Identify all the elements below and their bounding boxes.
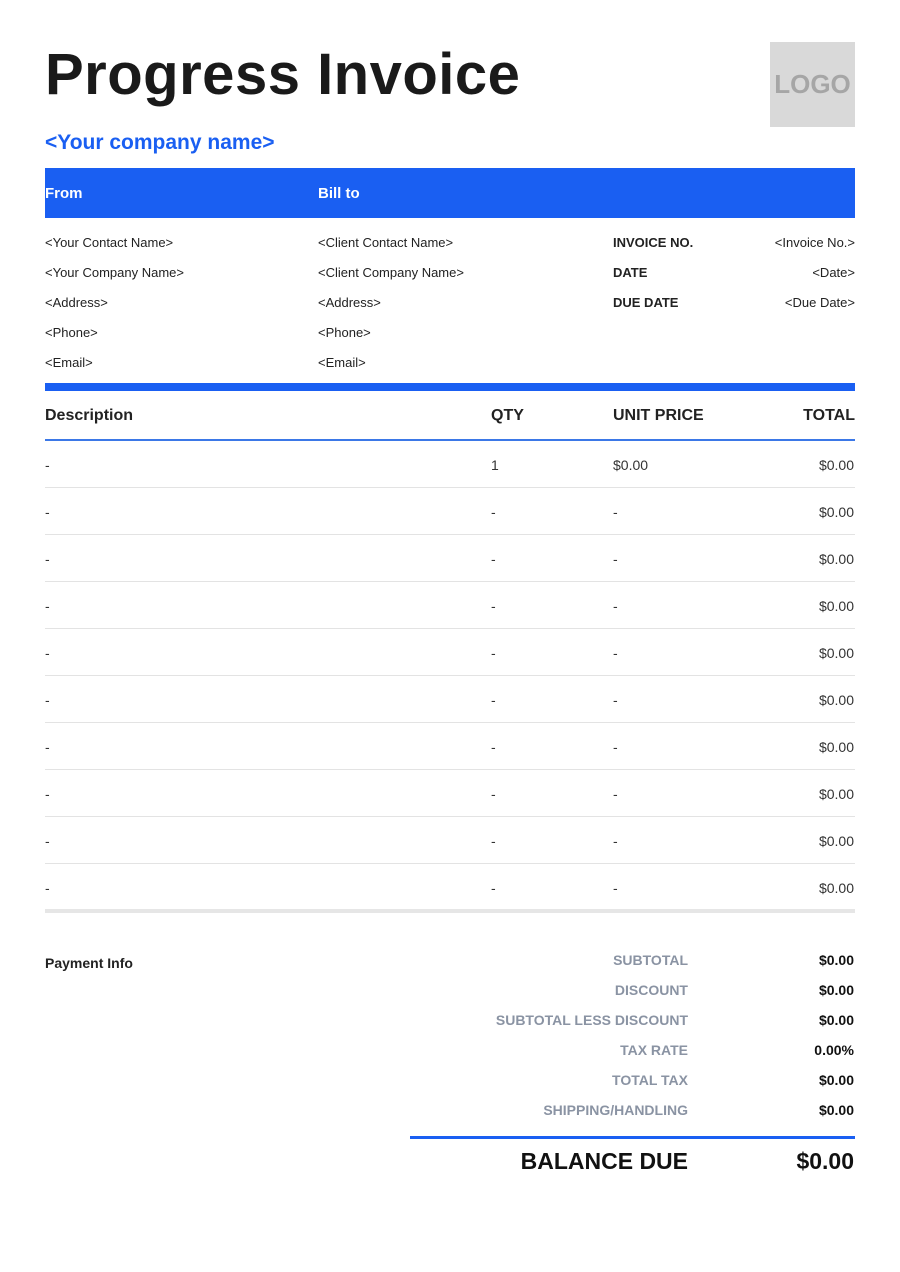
date-label: DATE [613,265,648,280]
from-company-name: <Your Company Name> [45,265,184,280]
row-description: - [45,598,50,614]
row-total: $0.00 [818,880,854,896]
from-phone: <Phone> [45,325,98,340]
row-description: - [45,551,50,567]
row-total: $0.00 [818,551,854,567]
table-row [45,582,855,629]
logo-placeholder: LOGO [770,42,855,127]
row-unit-price: - [613,880,618,896]
col-unit-price-header: UNIT PRICE [613,407,704,424]
row-unit-price: - [613,645,618,661]
row-description: - [45,739,50,755]
row-unit-price: - [613,692,618,708]
row-total: $0.00 [818,786,854,802]
row-description: - [45,692,50,708]
invoice-no-label: INVOICE NO. [613,235,694,250]
balance-divider [410,1136,855,1139]
bill-to-company-name: <Client Company Name> [318,265,464,280]
discount-label: DISCOUNT [614,982,688,998]
row-total: $0.00 [818,833,854,849]
row-unit-price: - [613,551,618,567]
row-qty: 1 [491,457,499,473]
from-address: <Address> [45,295,108,310]
header-bar [45,168,855,218]
invoice-title: Progress Invoice [45,42,521,107]
table-row [45,488,855,535]
row-unit-price: - [613,739,618,755]
from-heading: From [45,185,83,202]
table-bottom-border [45,909,855,913]
tax-rate-value: 0.00% [814,1042,854,1058]
row-qty: - [491,786,496,802]
row-unit-price: - [613,598,618,614]
col-total-header: TOTAL [803,407,855,424]
col-qty-header: QTY [491,407,524,424]
bill-to-heading: Bill to [318,185,360,202]
table-row [45,629,855,676]
table-row [45,770,855,817]
row-description: - [45,833,50,849]
subtotal-less-discount-label: SUBTOTAL LESS DISCOUNT [495,1012,688,1028]
bill-to-contact-name: <Client Contact Name> [318,235,454,250]
section-divider [45,383,855,391]
table-row [45,817,855,864]
due-date-label: DUE DATE [613,295,679,310]
subtotal-less-discount-value: $0.00 [818,1012,854,1028]
row-description: - [45,457,50,473]
col-description-header: Description [45,407,134,424]
row-total: $0.00 [818,504,854,520]
subtotal-label: SUBTOTAL [613,952,688,968]
row-unit-price: - [613,504,618,520]
discount-value: $0.00 [818,982,854,998]
total-tax-label: TOTAL TAX [612,1072,688,1088]
bill-to-address: <Address> [318,295,381,310]
shipping-handling-value: $0.00 [818,1102,854,1118]
row-description: - [45,645,50,661]
row-total: $0.00 [818,645,854,661]
row-total: $0.00 [818,598,854,614]
invoice-no-value: <Invoice No.> [774,235,855,250]
row-qty: - [491,598,496,614]
row-unit-price: - [613,833,618,849]
balance-due-value: $0.00 [796,1148,854,1174]
row-qty: - [491,739,496,755]
bill-to-email: <Email> [318,355,366,370]
row-qty: - [491,645,496,661]
table-row [45,441,855,488]
company-name: <Your company name> [45,131,275,154]
date-value: <Date> [812,265,855,280]
payment-info-label: Payment Info [45,955,133,971]
row-qty: - [491,551,496,567]
row-qty: - [491,880,496,896]
row-description: - [45,786,50,802]
balance-due-label: BALANCE DUE [520,1148,688,1174]
row-total: $0.00 [818,739,854,755]
from-contact-name: <Your Contact Name> [45,235,174,250]
row-description: - [45,504,50,520]
table-row [45,676,855,723]
table-row [45,535,855,582]
row-qty: - [491,692,496,708]
from-email: <Email> [45,355,93,370]
row-unit-price: - [613,786,618,802]
table-row [45,723,855,770]
tax-rate-label: TAX RATE [620,1042,688,1058]
row-description: - [45,880,50,896]
row-total: $0.00 [818,692,854,708]
total-tax-value: $0.00 [818,1072,854,1088]
subtotal-value: $0.00 [818,952,854,968]
shipping-handling-label: SHIPPING/HANDLING [543,1102,688,1118]
row-qty: - [491,833,496,849]
table-row [45,864,855,911]
due-date-value: <Due Date> [784,295,855,310]
row-total: $0.00 [818,457,854,473]
row-qty: - [491,504,496,520]
row-unit-price: $0.00 [613,457,649,473]
bill-to-phone: <Phone> [318,325,371,340]
